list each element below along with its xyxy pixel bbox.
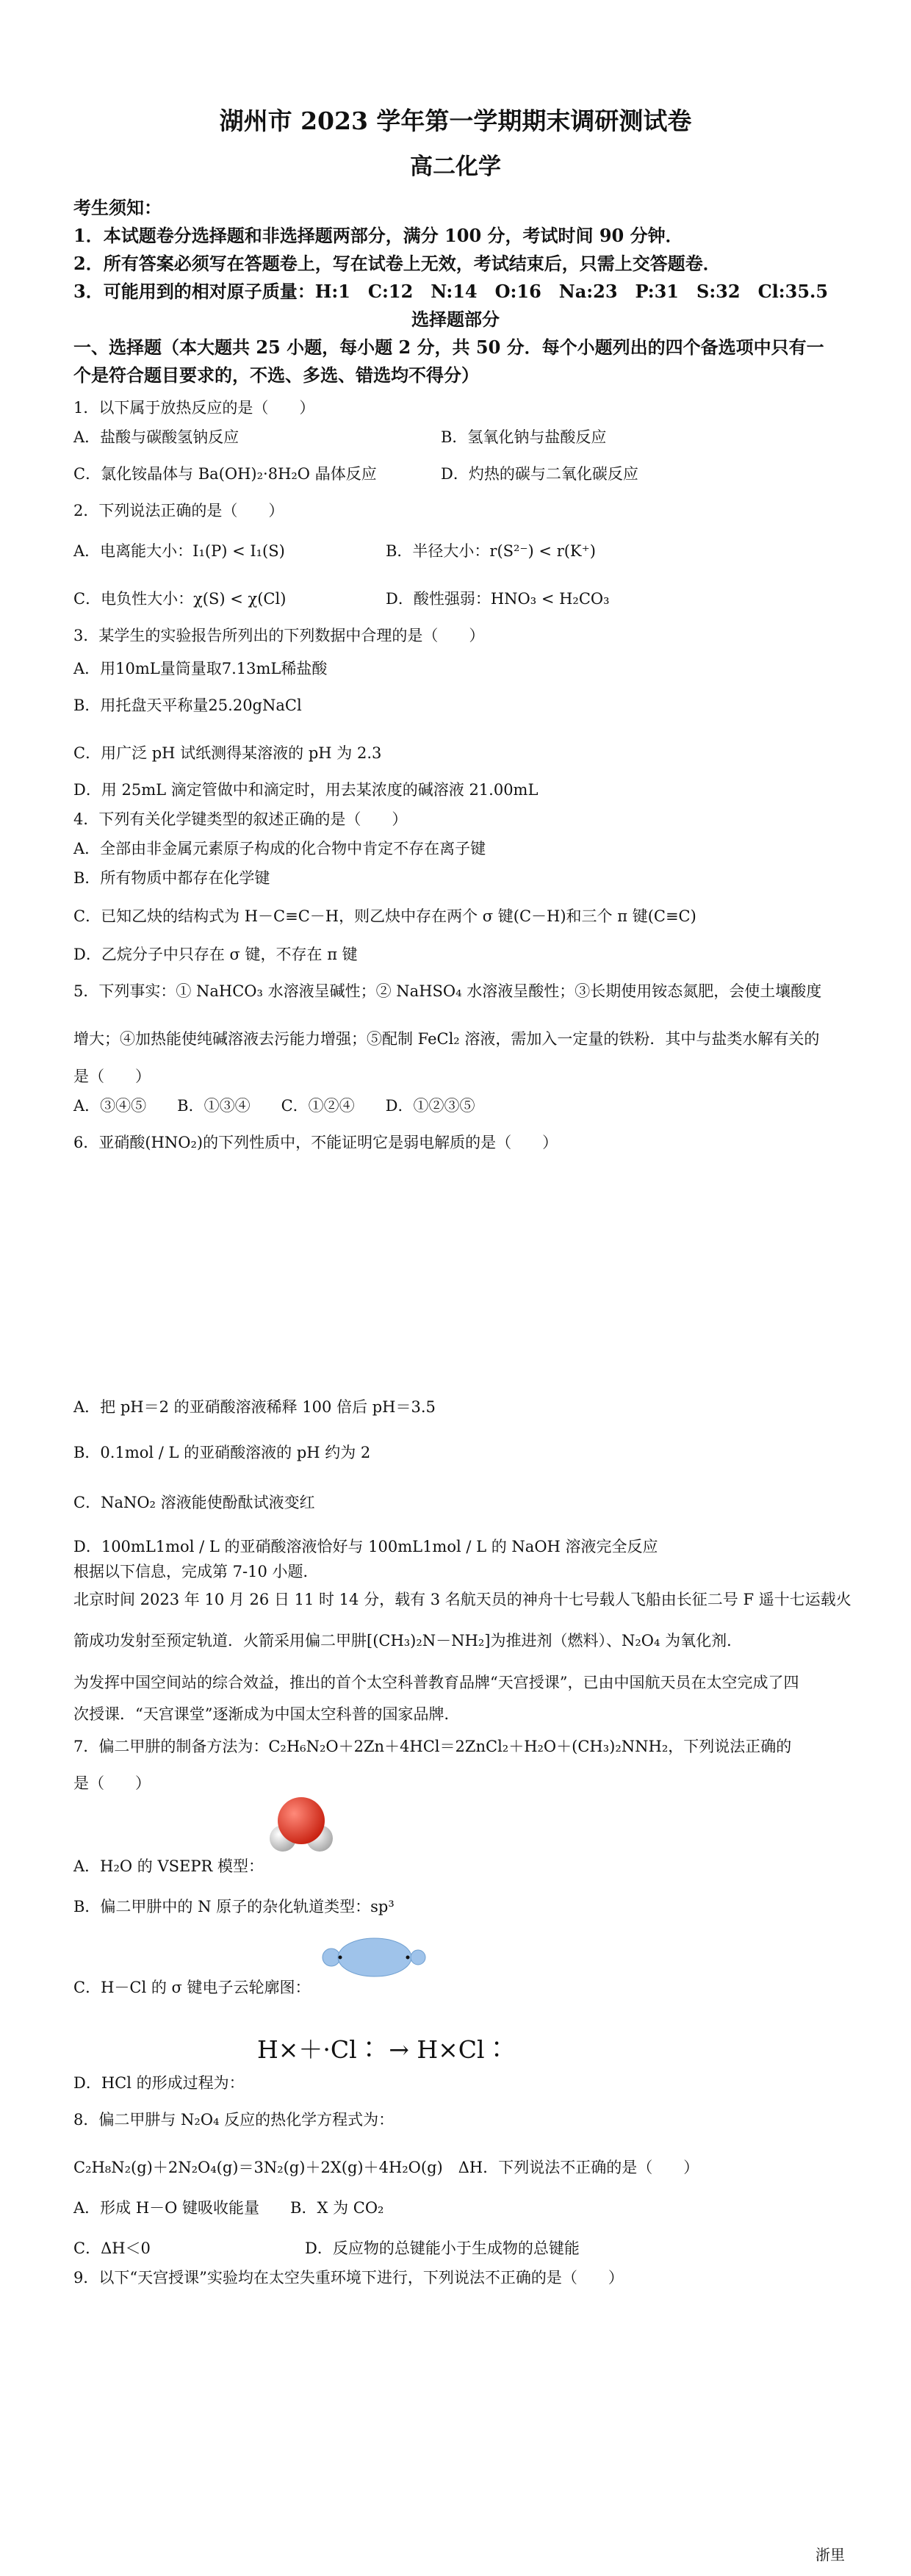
q4-option-a: A．全部由非金属元素原子构成的化合物中肯定不存在离子键 [73, 840, 486, 857]
q4-option-d: D．乙烷分子中只存在 σ 键，不存在 π 键 [73, 946, 358, 963]
q4-stem: 4．下列有关化学键类型的叙述正确的是（ ） [73, 810, 408, 828]
section-name: 选择题部分 [411, 309, 500, 330]
q3-stem: 3．某学生的实验报告所列出的下列数据中合理的是（ ） [73, 627, 485, 644]
q1-stem: 1．以下属于放热反应的是（ ） [73, 399, 315, 417]
q7-stem: 7．偏二甲肼的制备方法为：C₂H₆N₂O＋2Zn＋4HCl＝2ZnCl₂＋H₂O＋(CH₃)₂NNH₂，下列说法正确的 [73, 1738, 792, 1755]
q1-option-c: C．氯化铵晶体与 Ba(OH)₂·8H₂O 晶体反应 [73, 465, 377, 483]
q6-option-d: D．100mL1mol / L 的亚硝酸溶液恰好与 100mL1mol / L 的 NaOH 溶液完全反应 [73, 1538, 658, 1555]
q8-option-d: D．反应物的总键能小于生成物的总键能 [305, 2239, 580, 2257]
corner-label: 浙里 [815, 2546, 845, 2564]
instruction-2: 2．所有答案必须写在答题卷上，写在试卷上无效，考试结束后，只需上交答题卷． [73, 253, 721, 274]
exam-subtitle: 高二化学 [410, 154, 501, 180]
passage-line1: 根据以下信息，完成第 7-10 小题． [73, 1563, 319, 1580]
q5-line1: 5．下列事实：① NaHCO₃ 水溶液呈碱性；② NaHSO₄ 水溶液呈酸性；③长期使用铵态氮肥，会使土壤酸度 [73, 982, 822, 1000]
sigma-bond-orbital [320, 1934, 430, 1981]
q8-stem: 8．偏二甲肼与 N₂O₄ 反应的热化学方程式为： [73, 2111, 395, 2129]
q7-option-d: D．HCl 的形成过程为： [73, 2074, 245, 2092]
q5-line3: 是（ ） [73, 1068, 151, 1085]
q5-line2: 增大；④加热能使纯碱溶液去污能力增强；⑤配制 FeCl₂ 溶液，需加入一定量的铁粉．其中与盐类水解有关的 [73, 1030, 820, 1048]
q3-option-c: C．用广泛 pH 试纸测得某溶液的 pH 为 2.3 [73, 744, 382, 762]
q2-option-b: B．半径大小：r(S²⁻) < r(K⁺) [386, 542, 596, 560]
q7-hcl-formation: H×＋·Cl∶ → H×Cl∶ [257, 2035, 509, 2064]
instruction-1: 1．本试题卷分选择题和非选择题两部分，满分 100 分，考试时间 90 分钟． [73, 225, 683, 246]
q1-option-a: A．盐酸与碳酸氢钠反应 [73, 428, 240, 446]
q6-option-b: B．0.1mol / L 的亚硝酸溶液的 pH 约为 2 [73, 1444, 371, 1461]
nucleus-dot-left [339, 1956, 342, 1960]
q1-option-b: B．氢氧化钠与盐酸反应 [441, 428, 607, 446]
q2-stem: 2．下列说法正确的是（ ） [73, 502, 284, 519]
q3-option-d: D．用 25mL 滴定管做中和滴定时，用去某浓度的碱溶液 21.00mL [73, 781, 539, 799]
q7-stem2: 是（ ） [73, 1774, 151, 1792]
exam-title: 湖州市 2023 学年第一学期期末调研测试卷 [219, 107, 692, 135]
passage-line5: 次授课．“天宫课堂”逐渐成为中国太空科普的国家品牌． [73, 1705, 460, 1723]
q3-option-a: A．用10mL量筒量取7.13mL稀盐酸 [73, 660, 328, 677]
q7-option-b: B．偏二甲肼中的 N 原子的杂化轨道类型：sp³ [73, 1898, 395, 1915]
q3-option-b: B．用托盘天平称量25.20gNaCl [73, 697, 302, 714]
cl-orbital-lobe [338, 1938, 411, 1976]
section-heading-line1: 一、选择题（本大题共 25 小题，每小题 2 分，共 50 分．每个小题列出的四个备选项中只有一 [73, 337, 824, 358]
h-orbital-lobe [323, 1949, 340, 1966]
nucleus-dot-right [406, 1956, 410, 1960]
q6-option-a: A．把 pH＝2 的亚硝酸溶液稀释 100 倍后 pH＝3.5 [73, 1398, 436, 1416]
q4-option-c: C．已知乙炔的结构式为 H－C≡C－H，则乙炔中存在两个 σ 键(C－H)和三个 π 键(C≡C) [73, 907, 696, 925]
water-molecule-model [261, 1793, 342, 1859]
q2-option-d: D．酸性强弱：HNO₃ < H₂CO₃ [386, 590, 610, 608]
q4-option-b: B．所有物质中都存在化学键 [73, 869, 270, 887]
q8-option-c: C．ΔH＜0 [73, 2239, 151, 2257]
q7-option-a: A．H₂O 的 VSEPR 模型： [73, 1857, 264, 1875]
q1-option-d: D．灼热的碳与二氧化碳反应 [441, 465, 638, 483]
q9-stem: 9．以下“天宫授课”实验均在太空失重环境下进行，下列说法不正确的是（ ） [73, 2269, 624, 2287]
q8-options-ab: A．形成 H－O 键吸收能量 B．X 为 CO₂ [73, 2199, 384, 2217]
section-heading-line2: 个是符合题目要求的，不选、多选、错选均不得分） [73, 364, 479, 386]
passage-line2: 北京时间 2023 年 10 月 26 日 11 时 14 分，载有 3 名航天员的神舟十七号载人飞船由长征二号 F 遥十七运载火 [73, 1591, 851, 1608]
instruction-3: 3．可能用到的相对原子质量：H:1 C:12 N:14 O:16 Na:23 P:31 S:32 Cl:35.5 [73, 281, 829, 302]
instructions-heading: 考生须知： [73, 197, 162, 218]
q2-option-a: A．电离能大小：I₁(P) < I₁(S) [73, 542, 285, 560]
passage-line3: 箭成功发射至预定轨道．火箭采用偏二甲肼[(CH₃)₂N－NH₂]为推进剂（燃料）、N₂O₄ 为氧化剂． [73, 1632, 743, 1649]
orbital-lobe-small [411, 1950, 425, 1965]
q6-stem: 6．亚硝酸(HNO₂)的下列性质中，不能证明它是弱电解质的是（ ） [73, 1134, 558, 1151]
q5-options: A．③④⑤ B．①③④ C．①②④ D．①②③⑤ [73, 1097, 475, 1115]
passage-line4: 为发挥中国空间站的综合效益，推出的首个太空科普教育品牌“天宫授课”，已由中国航天员在太空完成了四 [73, 1674, 799, 1691]
oxygen-atom [278, 1797, 325, 1844]
q8-equation: C₂H₈N₂(g)＋2N₂O₄(g)＝3N₂(g)＋2X(g)＋4H₂O(g) ΔH．下列说法不正确的是（ ） [73, 2159, 699, 2176]
q2-option-c: C．电负性大小：χ(S) < χ(Cl) [73, 590, 287, 608]
q6-option-c: C．NaNO₂ 溶液能使酚酞试液变红 [73, 1494, 315, 1511]
q7-option-c: C．H－Cl 的 σ 键电子云轮廓图： [73, 1979, 311, 1996]
